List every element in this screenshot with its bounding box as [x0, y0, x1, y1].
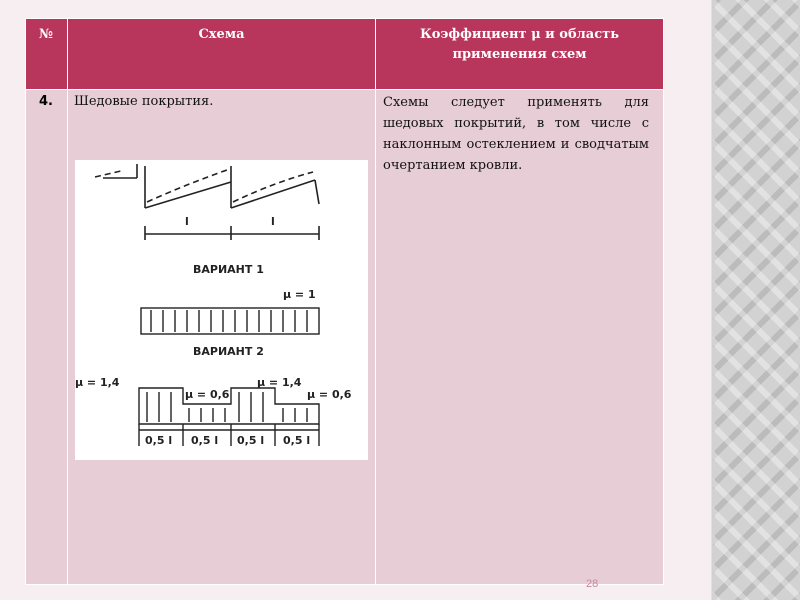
- header-number: №: [26, 19, 68, 90]
- variant2-mu-low-1: μ = 0,6: [185, 388, 230, 401]
- span-label-1: l: [185, 215, 189, 228]
- table-row: [26, 90, 664, 585]
- variant1-load-block: [141, 308, 319, 334]
- page-number: 28: [586, 578, 599, 590]
- variant1-mu: μ = 1: [283, 288, 316, 301]
- snow-line-1: [147, 170, 227, 202]
- variant2-mu-low-2: μ = 0,6: [307, 388, 352, 401]
- variant2-label: ВАРИАНТ 2: [193, 345, 264, 358]
- variant2-mu-high-2: μ = 1,4: [257, 376, 302, 389]
- segment-label-4: 0,5 l: [283, 434, 311, 447]
- snow-line-2: [233, 172, 313, 202]
- decorative-side-pattern: [713, 0, 800, 600]
- roof-slope-1: [145, 182, 231, 208]
- table-header-row: [26, 19, 664, 90]
- segment-label-1: 0,5 l: [145, 434, 173, 447]
- row-number: 4.: [39, 94, 53, 109]
- scheme-cell: [68, 90, 376, 585]
- variant1-label: ВАРИАНТ 1: [193, 263, 264, 276]
- row-number-cell: [26, 90, 68, 585]
- segment-label-3: 0,5 l: [237, 434, 265, 447]
- scheme-title: Шедовые покрытия.: [74, 94, 214, 109]
- snow-line-0: [95, 171, 121, 177]
- segment-label-2: 0,5 l: [191, 434, 219, 447]
- span-label-2: l: [271, 215, 275, 228]
- header-coefficient: [376, 19, 664, 90]
- header-scheme: Схема: [68, 19, 376, 90]
- header-coefficient-line2: применения схем: [452, 47, 587, 62]
- roof-end: [315, 180, 319, 204]
- variant2-mu-high-1: μ = 1,4: [75, 376, 120, 389]
- header-coefficient-line1: Коэффициент μ и область: [419, 27, 620, 42]
- load-scheme-diagram: [75, 160, 368, 460]
- variant1-load-arrows: [151, 310, 307, 332]
- diagram-svg: [75, 160, 368, 460]
- snow-load-table: [25, 18, 664, 585]
- description-cell: [376, 90, 664, 585]
- scheme-description: Схемы следует применять для шедовых покрытий, в том числе с наклонным остеклением и сводчатым очертанием кровли.: [383, 95, 649, 173]
